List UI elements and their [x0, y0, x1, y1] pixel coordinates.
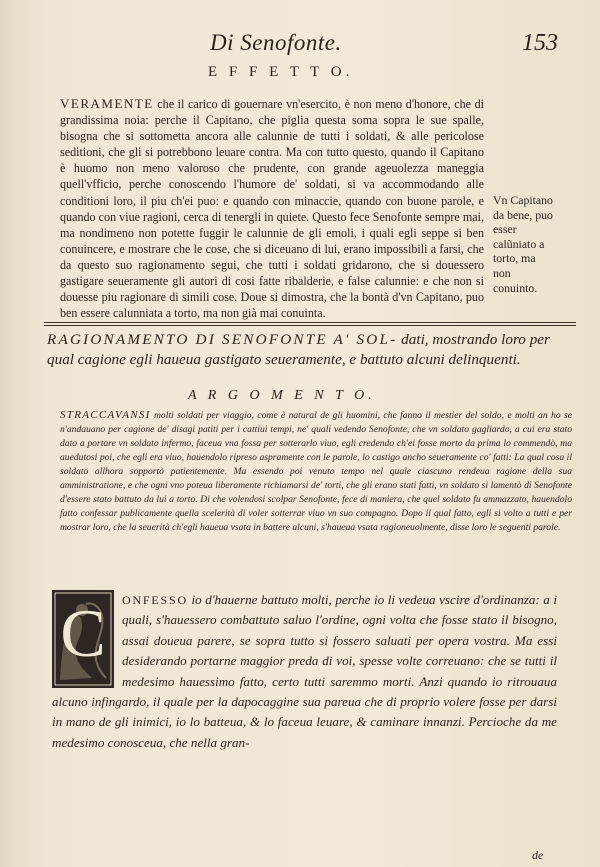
section-heading: E F F E T T O. [208, 64, 354, 80]
argument-text: molti soldati per viaggio, come è natural de gli huomini, che fanno il mestier del soldo, e molti an ho se n'andauano per cagione de' disagi patiti per i cattiui tempi, ne' quali vedendo Senofonte, che vn soldato gagliardo, a cui era stato dato a portare vn soldato infermo, faceua vna fossa per sotterarlo viuo, egli credendo ch'ei fosse morto da prima lo commendò, ma auedutosi poi, che egli era viuo, hauendolo ripreso aspramente con le parole, lo castigo ancho seueramente co' fatti: La qual cosa il soldato allhora sopportò patientemente. Ma essendo poi venuto tempo nel quale ciascuno rendeua ragione della sua amministratione, e che ogni vno poteua liberamente richiamarsi de' torti, che gli erano stati fatti, vn soldato si lamentò di Senofonte d'essere stato battuto da lui a torto. Di che volendosi scolpar Senofonte, fece di maniera, che quel soldato fu ammazzato, hauendolo fatto confessar publicamente quella scelerità di voler sotterrar viuo vn suo compagno. Dopo il qual fatto, egli si volto a tutti e per mostrar loro, che la seuerità ch'egli haueua vsata in battere alcuni, s'haueua vsata ragioneuolmente, disse loro le seguenti parole. [60, 410, 572, 534]
running-title: Di Senofonte. [210, 30, 342, 55]
marginal-note: Vn Capitano da bene, puo esser calũniato a torto, ma non conuinto. [493, 193, 553, 295]
oration-lead-word: ONFESSO [122, 593, 188, 607]
divider-rule [44, 325, 576, 326]
argument-lead-word: STRACCAVANSI [60, 409, 151, 421]
chapter-title-rest: dati, mostrando loro per qual cagione egli haueua gastigato seueramente, e battuto alcuni delinquenti. [47, 331, 550, 368]
argument-heading: A R G O M E N T O. [188, 388, 376, 403]
paragraph-lead-word: VERAMENTE [60, 96, 154, 111]
chapter-title-caps: RAGIONAMENTO DI SENOFONTE A' SOL- [47, 331, 398, 348]
drop-cap-letter: C [60, 595, 106, 671]
oration-text: io d'hauerne battuto molti, perche io li vedeua vscire d'ordinanza: a i quali, s'hauessero combattuto saluo l'ordine, ogni volta che fosse stato il bisogno, assai doueua parere, se sopra tutto si fossero saluati per opera vostra. Ma essi desiderando portarne maggior preda di voi, spesse volte correuano: che se tutti il medesimo hauessimo fatto, certo tutti saremmo morti. Anzi quando io ritrouaua alcuno infingardo, il quale per la dapocaggine sua pareua che di proprio volere fosse per darsi in mano de gli inimici, io lo batteua, & lo faceua leuare, & caminare innanzi. Percioche da me medesimo conosceua, che nella gran- [52, 592, 557, 750]
argument-paragraph [60, 408, 572, 535]
divider-rule [44, 322, 576, 323]
paragraph-text: che il carico di gouernare vn'esercito, è non meno d'honore, che di grandissima noia: perche il Capitano, che piglia questa soma sopra le sue spalle, bisogna che si sottometta ancora alle calunnie de tutti i soldati, & alle pericolose seditioni, che gli si potrebbono leuare contra. Ma con tutto questo, quando il Capitano è huomo non meno valoroso che prudente, con grande ageuolezza maneggia quell'vfficio, perche conoscendo l'humore de' soldati, si va accommodando alle conditioni loro, il piu ch'ei puo: e quando con minaccie, quando con buone parole, e quando con viue ragioni, cerca di tenergli in quiete. Questo fece Senofonte sempre mai, ma nondimeno non potette fuggir le calunnie de gli emoli, i quali egli seppe si ben conuincere, e mostrare che le cose, che si diceuano di lui, erano impossibili a farsi, che da questo suo ragionamento segui, che tutti i soldati gridarono, che si douessero gastigare seueramente gli autori di cosi fatte ribalderie, e false calunnie: e che non si douesse piu ragionare di simili cose. Doue si dimostra, che la bontà d'vn Capitano, puo ben essere calunniata a torto, ma non già mai conuinta. [60, 97, 484, 321]
oration-paragraph [52, 590, 557, 753]
catchword: de [532, 848, 544, 862]
page-number: 153 [522, 30, 558, 56]
effetto-paragraph [60, 96, 484, 321]
chapter-title [47, 330, 567, 370]
drop-cap-initial [52, 590, 114, 688]
